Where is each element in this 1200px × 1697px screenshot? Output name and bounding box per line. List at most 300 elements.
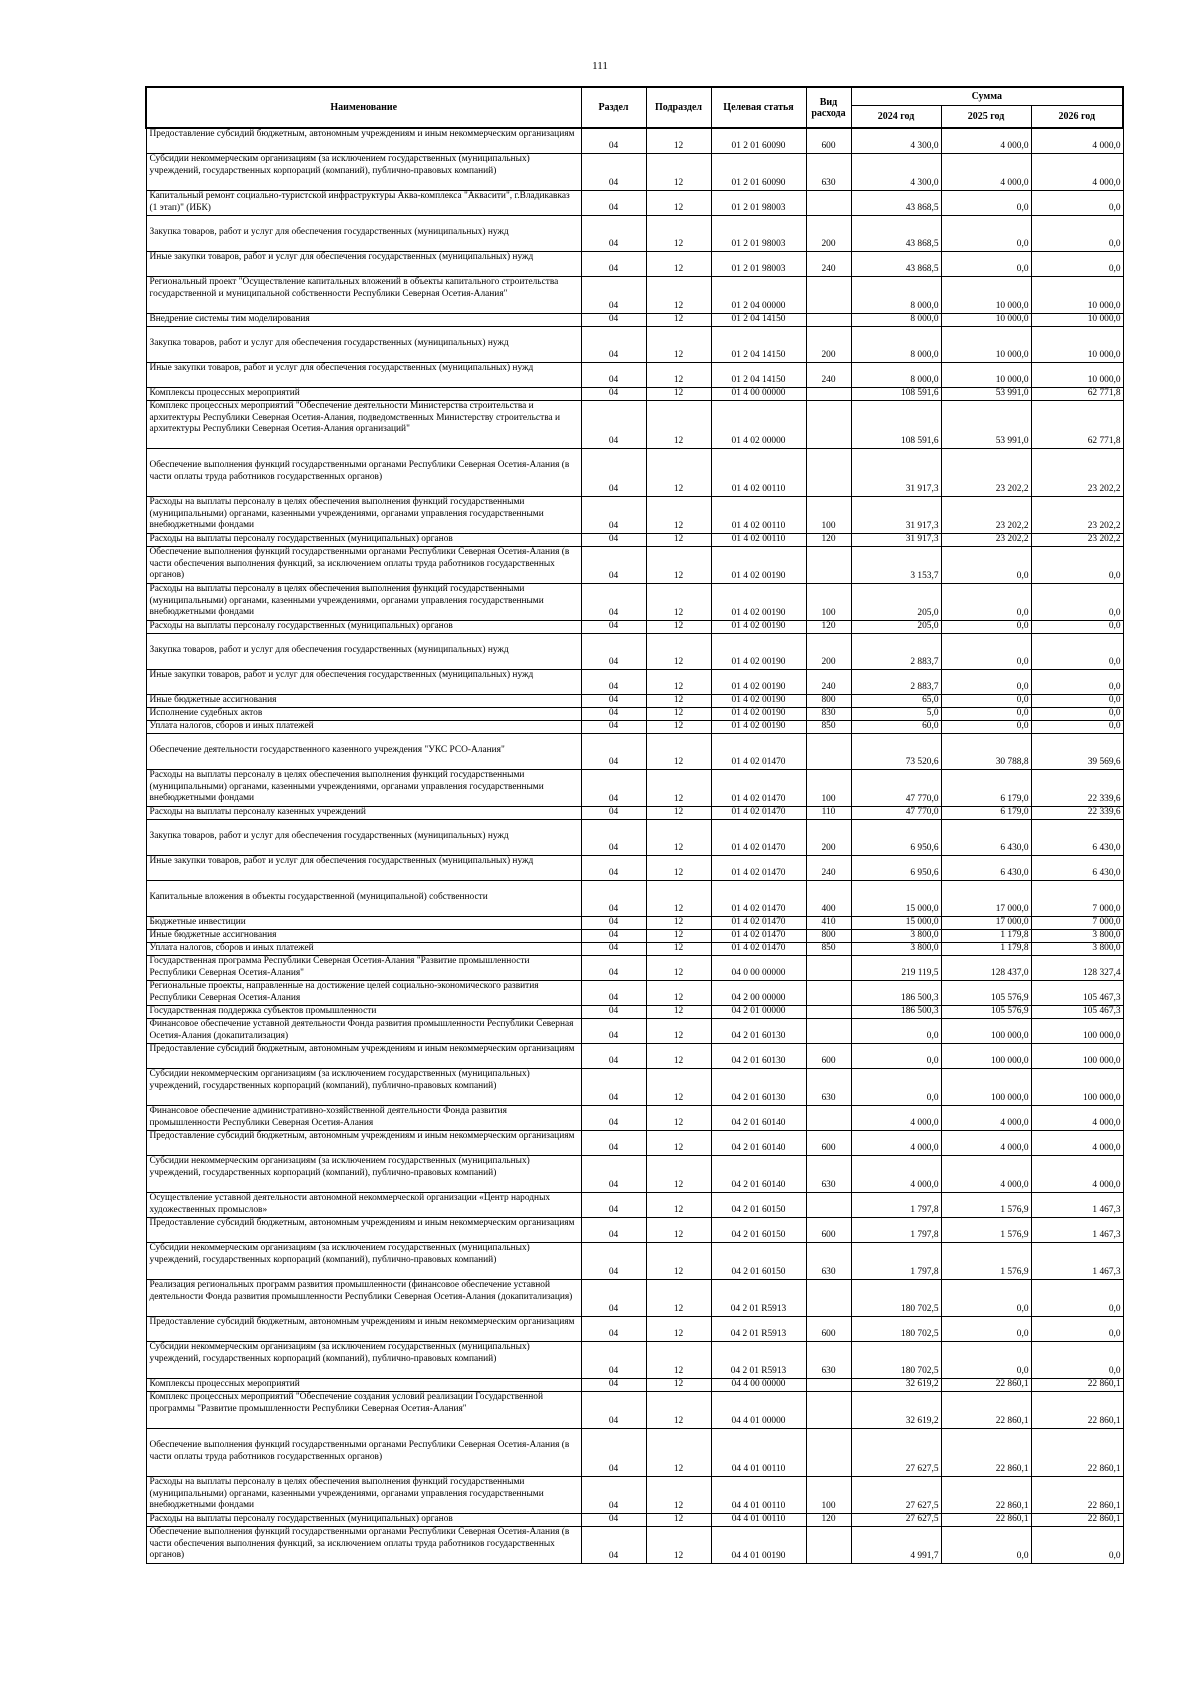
cell-subsection: 12 [646,917,711,930]
cell-target: 01 2 01 98003 [711,216,806,252]
header-subsection: Подраздел [646,87,711,128]
cell-2024: 219 119,5 [851,956,941,981]
cell-section: 04 [581,1527,646,1564]
cell-kind: 850 [806,943,851,956]
cell-target: 01 4 02 00190 [711,670,806,695]
cell-2024: 73 520,6 [851,734,941,770]
cell-2024: 4 000,0 [851,1131,941,1156]
table-row [146,1069,1123,1106]
cell-target: 04 2 01 R5913 [711,1280,806,1317]
cell-2025: 0,0 [941,1280,1031,1317]
cell-kind [806,734,851,770]
cell-subsection: 12 [646,547,711,584]
cell-2024: 8 000,0 [851,327,941,363]
cell-kind [806,1106,851,1131]
cell-2025: 105 576,9 [941,1006,1031,1019]
cell-2025: 30 788,8 [941,734,1031,770]
table-row [146,881,1123,917]
cell-subsection: 12 [646,314,711,327]
cell-section: 04 [581,1342,646,1379]
cell-2024: 47 770,0 [851,807,941,820]
cell-2026: 6 430,0 [1031,856,1123,881]
cell-subsection: 12 [646,252,711,277]
cell-name: Обеспечение выполнения функций государственными органами Республики Северная Осетия-Алания (в части оплаты труда работников государственных органов) [146,1429,581,1477]
cell-name: Предоставление субсидий бюджетным, автономным учреждениям и иным некоммерческим организациям [146,1317,581,1342]
cell-2024: 3 153,7 [851,547,941,584]
cell-2025: 0,0 [941,1317,1031,1342]
cell-name: Предоставление субсидий бюджетным, автономным учреждениям и иным некоммерческим организациям [146,1218,581,1243]
cell-target: 04 2 01 60150 [711,1193,806,1218]
cell-subsection: 12 [646,956,711,981]
cell-subsection: 12 [646,621,711,634]
cell-subsection: 12 [646,277,711,314]
cell-target: 04 2 01 60130 [711,1044,806,1069]
cell-subsection: 12 [646,1218,711,1243]
page-number: 111 [592,60,608,72]
cell-2024: 1 797,8 [851,1243,941,1280]
cell-2024: 8 000,0 [851,277,941,314]
cell-name: Иные закупки товаров, работ и услуг для обеспечения государственных (муниципальных) нужд [146,252,581,277]
cell-2025: 1 179,8 [941,930,1031,943]
cell-subsection: 12 [646,449,711,497]
cell-target: 01 4 02 00000 [711,401,806,449]
table-row [146,497,1123,534]
cell-section: 04 [581,956,646,981]
cell-target: 04 2 01 60130 [711,1019,806,1044]
table-row [146,128,1123,154]
cell-name: Комплекс процессных мероприятий "Обеспечение деятельности Министерства строительства и архитектуры Республики Северная Осетия-Алания, подведомственных Министерству строительства и архитектуры Республики Северная Осетия-Алания организаций" [146,401,581,449]
cell-kind: 600 [806,1218,851,1243]
table-row [146,1243,1123,1280]
cell-kind: 830 [806,708,851,721]
cell-2025: 4 000,0 [941,1131,1031,1156]
cell-name: Субсидии некоммерческим организациям (за исключением государственных (муниципальных) учреждений, государственных корпораций (компаний), публично-правовых компаний) [146,1243,581,1280]
table-row [146,191,1123,216]
cell-target: 01 4 02 00190 [711,547,806,584]
cell-2026: 4 000,0 [1031,128,1123,154]
table-row [146,956,1123,981]
cell-2025: 17 000,0 [941,881,1031,917]
cell-2025: 23 202,2 [941,534,1031,547]
cell-2026: 0,0 [1031,252,1123,277]
cell-target: 01 4 02 01470 [711,917,806,930]
cell-kind: 600 [806,128,851,154]
cell-section: 04 [581,277,646,314]
cell-name: Осуществление уставной деятельности автономной некоммерческой организации «Центр народных художественных промыслов» [146,1193,581,1218]
cell-subsection: 12 [646,1131,711,1156]
cell-2025: 22 860,1 [941,1392,1031,1429]
cell-2026: 10 000,0 [1031,363,1123,388]
cell-kind: 100 [806,1477,851,1514]
cell-section: 04 [581,154,646,191]
cell-name: Закупка товаров, работ и услуг для обеспечения государственных (муниципальных) нужд [146,820,581,856]
cell-2025: 0,0 [941,584,1031,621]
cell-2026: 7 000,0 [1031,917,1123,930]
cell-target: 04 2 00 00000 [711,981,806,1006]
cell-2025: 23 202,2 [941,497,1031,534]
cell-2026: 4 000,0 [1031,154,1123,191]
cell-section: 04 [581,930,646,943]
cell-section: 04 [581,216,646,252]
cell-2025: 0,0 [941,721,1031,734]
cell-target: 01 4 02 00110 [711,497,806,534]
cell-2026: 0,0 [1031,547,1123,584]
cell-kind: 400 [806,881,851,917]
cell-target: 04 2 01 60150 [711,1218,806,1243]
cell-subsection: 12 [646,770,711,807]
cell-kind: 240 [806,856,851,881]
cell-2025: 23 202,2 [941,449,1031,497]
cell-2025: 0,0 [941,695,1031,708]
cell-2026: 1 467,3 [1031,1193,1123,1218]
cell-2026: 0,0 [1031,708,1123,721]
cell-subsection: 12 [646,670,711,695]
table-row [146,1044,1123,1069]
cell-name: Расходы на выплаты персоналу казенных учреждений [146,807,581,820]
table-row [146,1218,1123,1243]
cell-kind: 200 [806,327,851,363]
cell-2025: 1 179,8 [941,943,1031,956]
cell-2024: 0,0 [851,1044,941,1069]
cell-name: Комплекс процессных мероприятий "Обеспечение создания условий реализации Государственной программы "Развитие промышленности Республики Северная Осетия-Алания" [146,1392,581,1429]
cell-2026: 62 771,8 [1031,388,1123,401]
cell-2026: 3 800,0 [1031,930,1123,943]
cell-2024: 186 500,3 [851,1006,941,1019]
cell-subsection: 12 [646,708,711,721]
cell-2024: 4 000,0 [851,1106,941,1131]
cell-2025: 0,0 [941,708,1031,721]
cell-section: 04 [581,734,646,770]
table-row [146,1131,1123,1156]
cell-2026: 10 000,0 [1031,277,1123,314]
cell-2026: 22 860,1 [1031,1477,1123,1514]
cell-2025: 100 000,0 [941,1019,1031,1044]
cell-2024: 4 300,0 [851,154,941,191]
cell-2024: 43 868,5 [851,216,941,252]
cell-name: Расходы на выплаты персоналу государственных (муниципальных) органов [146,621,581,634]
cell-2026: 0,0 [1031,621,1123,634]
cell-2026: 4 000,0 [1031,1106,1123,1131]
cell-2025: 0,0 [941,216,1031,252]
cell-kind [806,388,851,401]
cell-target: 01 4 02 01470 [711,881,806,917]
cell-subsection: 12 [646,1156,711,1193]
cell-subsection: 12 [646,820,711,856]
cell-2024: 27 627,5 [851,1429,941,1477]
cell-kind: 630 [806,1069,851,1106]
cell-2024: 32 619,2 [851,1379,941,1392]
cell-name: Исполнение судебных актов [146,708,581,721]
cell-section: 04 [581,401,646,449]
cell-kind: 630 [806,154,851,191]
cell-kind: 200 [806,820,851,856]
cell-target: 01 4 02 01470 [711,943,806,956]
cell-section: 04 [581,943,646,956]
cell-section: 04 [581,721,646,734]
cell-kind [806,1392,851,1429]
cell-target: 01 4 02 00190 [711,721,806,734]
cell-2024: 3 800,0 [851,943,941,956]
cell-kind: 600 [806,1131,851,1156]
cell-subsection: 12 [646,1429,711,1477]
cell-2024: 0,0 [851,1019,941,1044]
cell-2026: 4 000,0 [1031,1131,1123,1156]
table-row [146,584,1123,621]
cell-2026: 0,0 [1031,1527,1123,1564]
cell-name: Государственная программа Республики Северная Осетия-Алания "Развитие промышленности Республики Северная Осетия-Алания" [146,956,581,981]
cell-kind: 120 [806,1514,851,1527]
table-row [146,634,1123,670]
cell-2025: 53 991,0 [941,401,1031,449]
cell-2024: 15 000,0 [851,881,941,917]
cell-subsection: 12 [646,981,711,1006]
cell-section: 04 [581,388,646,401]
cell-kind [806,956,851,981]
cell-2025: 10 000,0 [941,277,1031,314]
cell-section: 04 [581,1193,646,1218]
cell-name: Уплата налогов, сборов и иных платежей [146,721,581,734]
table-row [146,695,1123,708]
cell-2025: 0,0 [941,634,1031,670]
cell-kind [806,191,851,216]
cell-2024: 32 619,2 [851,1392,941,1429]
table-row [146,721,1123,734]
cell-2025: 53 991,0 [941,388,1031,401]
cell-section: 04 [581,1379,646,1392]
cell-2025: 6 430,0 [941,856,1031,881]
table-row [146,252,1123,277]
cell-name: Иные закупки товаров, работ и услуг для обеспечения государственных (муниципальных) нужд [146,363,581,388]
table-row [146,770,1123,807]
header-kind: Вид расхода [806,87,851,128]
cell-name: Расходы на выплаты персоналу в целях обеспечения выполнения функций государственными (муниципальными) органами, казенными учреждениями, органами управления государственными внебюджетными фондами [146,497,581,534]
cell-2026: 10 000,0 [1031,327,1123,363]
cell-2025: 22 860,1 [941,1379,1031,1392]
header-name: Наименование [146,87,581,128]
table-row [146,734,1123,770]
cell-subsection: 12 [646,534,711,547]
cell-2024: 1 797,8 [851,1218,941,1243]
cell-2025: 4 000,0 [941,154,1031,191]
cell-2026: 0,0 [1031,584,1123,621]
table-row [146,1106,1123,1131]
cell-target: 01 4 02 00190 [711,621,806,634]
cell-kind: 240 [806,252,851,277]
cell-subsection: 12 [646,881,711,917]
cell-subsection: 12 [646,1069,711,1106]
cell-2025: 10 000,0 [941,327,1031,363]
cell-2025: 22 860,1 [941,1514,1031,1527]
cell-2024: 31 917,3 [851,497,941,534]
cell-section: 04 [581,497,646,534]
cell-2025: 10 000,0 [941,363,1031,388]
table-row [146,1477,1123,1514]
cell-section: 04 [581,1131,646,1156]
cell-2026: 62 771,8 [1031,401,1123,449]
cell-kind [806,1019,851,1044]
cell-kind: 630 [806,1243,851,1280]
cell-2026: 1 467,3 [1031,1218,1123,1243]
cell-subsection: 12 [646,191,711,216]
cell-2025: 1 576,9 [941,1193,1031,1218]
cell-section: 04 [581,856,646,881]
cell-2025: 22 860,1 [941,1429,1031,1477]
cell-2025: 6 179,0 [941,807,1031,820]
cell-target: 04 0 00 00000 [711,956,806,981]
cell-name: Иные закупки товаров, работ и услуг для обеспечения государственных (муниципальных) нужд [146,670,581,695]
cell-2024: 0,0 [851,1069,941,1106]
cell-section: 04 [581,1317,646,1342]
cell-2024: 27 627,5 [851,1477,941,1514]
cell-section: 04 [581,708,646,721]
cell-subsection: 12 [646,1477,711,1514]
cell-2026: 0,0 [1031,1317,1123,1342]
cell-2026: 1 467,3 [1031,1243,1123,1280]
cell-target: 04 2 01 60140 [711,1131,806,1156]
cell-kind: 800 [806,930,851,943]
cell-section: 04 [581,917,646,930]
cell-2025: 0,0 [941,670,1031,695]
table-row [146,708,1123,721]
cell-2024: 205,0 [851,621,941,634]
cell-subsection: 12 [646,734,711,770]
cell-section: 04 [581,191,646,216]
cell-kind [806,1379,851,1392]
cell-2026: 4 000,0 [1031,1156,1123,1193]
cell-target: 01 4 02 01470 [711,930,806,943]
cell-2026: 3 800,0 [1031,943,1123,956]
cell-name: Предоставление субсидий бюджетным, автономным учреждениям и иным некоммерческим организациям [146,128,581,154]
cell-name: Региональный проект "Осуществление капитальных вложений в объекты капитального строительства государственной и муниципальной собственности Республики Северная Осетия-Алания" [146,277,581,314]
table-row [146,670,1123,695]
cell-target: 01 4 02 00190 [711,695,806,708]
cell-name: Субсидии некоммерческим организациям (за исключением государственных (муниципальных) учреждений, государственных корпораций (компаний), публично-правовых компаний) [146,1069,581,1106]
cell-2024: 4 000,0 [851,1156,941,1193]
cell-target: 04 2 01 60140 [711,1106,806,1131]
cell-2025: 0,0 [941,547,1031,584]
table-row [146,277,1123,314]
cell-2026: 0,0 [1031,191,1123,216]
cell-subsection: 12 [646,1280,711,1317]
cell-2026: 105 467,3 [1031,981,1123,1006]
cell-name: Закупка товаров, работ и услуг для обеспечения государственных (муниципальных) нужд [146,634,581,670]
cell-2025: 4 000,0 [941,128,1031,154]
table-row [146,1019,1123,1044]
cell-target: 01 4 02 01470 [711,734,806,770]
cell-kind: 240 [806,363,851,388]
cell-kind: 850 [806,721,851,734]
header-2026: 2026 год [1031,106,1123,129]
table-row [146,917,1123,930]
cell-2024: 4 300,0 [851,128,941,154]
cell-target: 04 4 01 00110 [711,1477,806,1514]
cell-kind [806,1527,851,1564]
cell-2026: 39 569,6 [1031,734,1123,770]
cell-kind: 410 [806,917,851,930]
cell-target: 01 2 04 14150 [711,314,806,327]
cell-name: Финансовое обеспечение уставной деятельности Фонда развития промышленности Республики Северная Осетия-Алания (докапитализация) [146,1019,581,1044]
cell-2024: 6 950,6 [851,856,941,881]
cell-name: Субсидии некоммерческим организациям (за исключением государственных (муниципальных) учреждений, государственных корпораций (компаний), публично-правовых компаний) [146,1342,581,1379]
cell-target: 04 2 01 00000 [711,1006,806,1019]
table-row [146,820,1123,856]
cell-2026: 128 327,4 [1031,956,1123,981]
cell-2025: 0,0 [941,1527,1031,1564]
header-target: Целевая статья [711,87,806,128]
cell-kind: 100 [806,497,851,534]
cell-name: Обеспечение деятельности государственного казенного учреждения "УКС РСО-Алания" [146,734,581,770]
cell-2024: 2 883,7 [851,634,941,670]
cell-2026: 0,0 [1031,1280,1123,1317]
cell-section: 04 [581,770,646,807]
cell-section: 04 [581,1392,646,1429]
cell-2024: 180 702,5 [851,1342,941,1379]
cell-name: Расходы на выплаты персоналу в целях обеспечения выполнения функций государственными (муниципальными) органами, казенными учреждениями, органами управления государственными внебюджетными фондами [146,1477,581,1514]
cell-kind: 120 [806,534,851,547]
table-row [146,1156,1123,1193]
cell-2025: 0,0 [941,252,1031,277]
cell-2025: 10 000,0 [941,314,1031,327]
cell-section: 04 [581,1019,646,1044]
cell-name: Обеспечение выполнения функций государственными органами Республики Северная Осетия-Алания (в части обеспечения выполнения функций, за исключением оплаты труда работников государственных органов) [146,547,581,584]
cell-2024: 180 702,5 [851,1317,941,1342]
cell-kind [806,1429,851,1477]
cell-2024: 8 000,0 [851,363,941,388]
cell-subsection: 12 [646,1342,711,1379]
cell-target: 01 2 01 98003 [711,252,806,277]
cell-subsection: 12 [646,388,711,401]
cell-name: Субсидии некоммерческим организациям (за исключением государственных (муниципальных) учреждений, государственных корпораций (компаний), публично-правовых компаний) [146,1156,581,1193]
cell-name: Капитальные вложения в объекты государственной (муниципальной) собственности [146,881,581,917]
cell-subsection: 12 [646,1392,711,1429]
cell-2024: 2 883,7 [851,670,941,695]
cell-section: 04 [581,621,646,634]
cell-2025: 100 000,0 [941,1069,1031,1106]
cell-kind [806,547,851,584]
cell-section: 04 [581,449,646,497]
table-row [146,1527,1123,1564]
cell-target: 01 4 02 01470 [711,807,806,820]
table-row [146,327,1123,363]
cell-2024: 205,0 [851,584,941,621]
cell-target: 04 4 01 00190 [711,1527,806,1564]
cell-name: Уплата налогов, сборов и иных платежей [146,943,581,956]
cell-subsection: 12 [646,1379,711,1392]
cell-section: 04 [581,534,646,547]
header-2024: 2024 год [851,106,941,129]
cell-2026: 22 339,6 [1031,807,1123,820]
cell-kind: 200 [806,634,851,670]
cell-target: 01 4 02 01470 [711,820,806,856]
cell-kind: 100 [806,584,851,621]
table-row [146,930,1123,943]
cell-kind: 110 [806,807,851,820]
table-row [146,943,1123,956]
cell-target: 01 4 02 00110 [711,449,806,497]
cell-name: Иные бюджетные ассигнования [146,930,581,943]
cell-target: 01 4 02 00190 [711,708,806,721]
cell-2025: 128 437,0 [941,956,1031,981]
cell-name: Предоставление субсидий бюджетным, автономным учреждениям и иным некоммерческим организациям [146,1131,581,1156]
table-row [146,534,1123,547]
cell-2026: 0,0 [1031,695,1123,708]
cell-subsection: 12 [646,327,711,363]
cell-2025: 22 860,1 [941,1477,1031,1514]
header-section: Раздел [581,87,646,128]
cell-2026: 0,0 [1031,1342,1123,1379]
cell-subsection: 12 [646,154,711,191]
cell-2026: 23 202,2 [1031,449,1123,497]
